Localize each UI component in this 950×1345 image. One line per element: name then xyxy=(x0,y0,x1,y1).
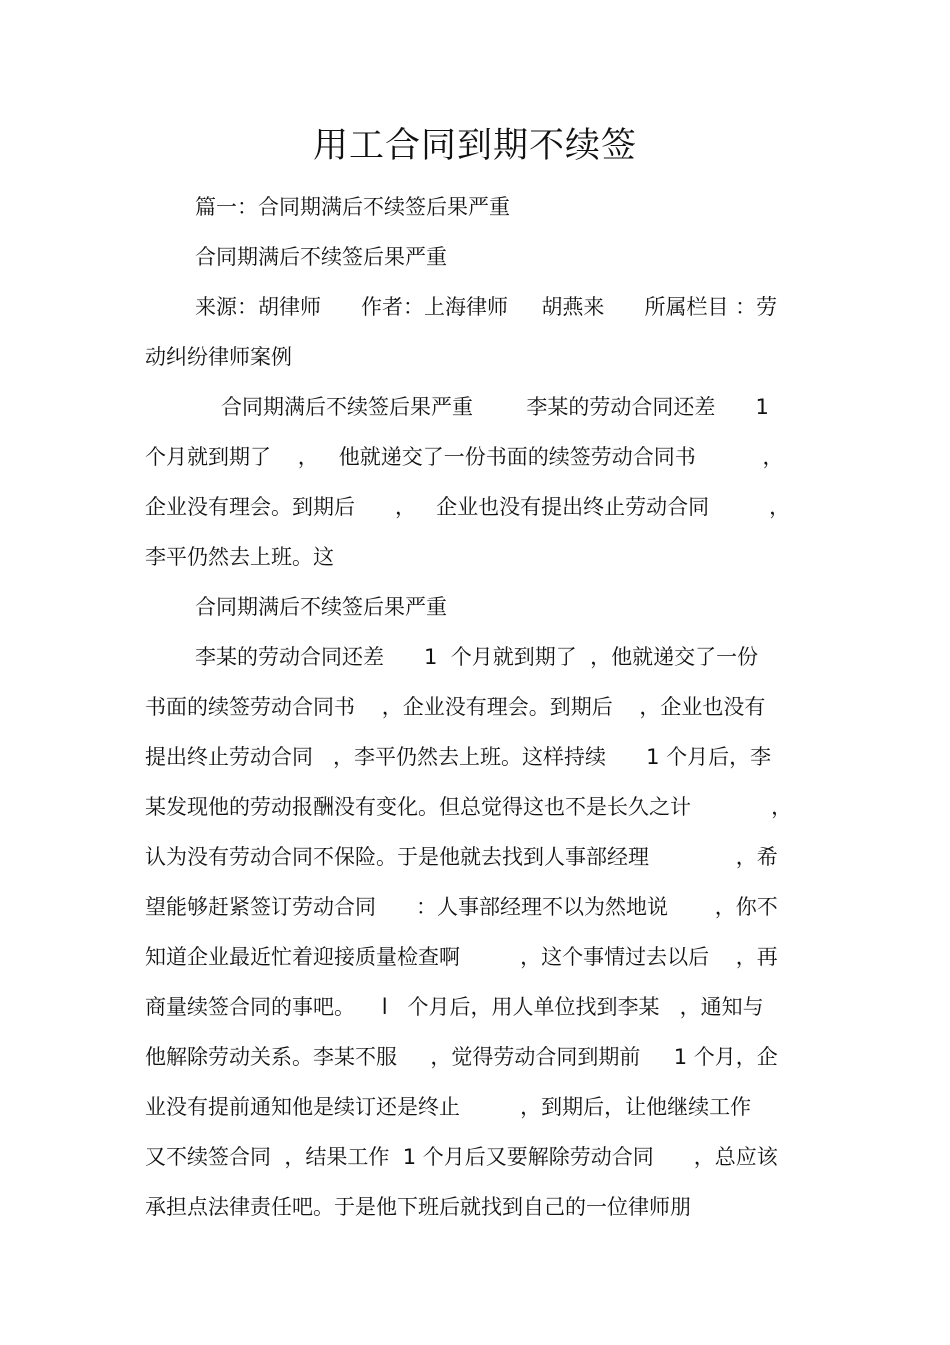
paragraph-line: 商量续签合同的事吧。 l 个月后，用人单位找到李某 ，通知与 xyxy=(145,995,764,1019)
paragraph-line: 又不续签合同 ，结果工作 1 个月后又要解除劳动合同 ，总应该 xyxy=(145,1145,778,1169)
paragraph-line: 书面的续签劳动合同书 ，企业没有理会。到期后 ，企业也没有 xyxy=(145,695,766,719)
paragraph-line: 业没有提前通知他是续订还是终止 ，到期后，让他继续工作 xyxy=(145,1095,752,1119)
paragraph-line: 他解除劳动关系。李某不服 ，觉得劳动合同到期前 1 个月，企 xyxy=(145,1045,778,1069)
section-heading: 篇一：合同期满后不续签后果严重 xyxy=(195,195,510,219)
paragraph-line: 认为没有劳动合同不保险。于是他就去找到人事部经理 ，希 xyxy=(145,845,778,869)
source-line: 来源：胡律师 作者：上海律师 胡燕来 所属栏目 ：劳 xyxy=(195,295,778,319)
paragraph-line: 个月就到期了 ， 他就递交了一份书面的续签劳动合同书 ， xyxy=(145,445,784,469)
paragraph-line: 望能够赶紧签订劳动合同 ：人事部经理不以为然地说 ，你不 xyxy=(145,895,778,919)
source-line-cont: 动纠纷律师案例 xyxy=(145,345,292,369)
paragraph-line: 企业没有理会。到期后 ， 企业也没有提出终止劳动合同 ， xyxy=(145,495,791,519)
document-title: 用工合同到期不续签 xyxy=(312,126,637,166)
article-title: 合同期满后不续签后果严重 xyxy=(195,245,447,269)
paragraph-line: 合同期满后不续签后果严重 李某的劳动合同还差 1 xyxy=(221,395,769,419)
paragraph-line: 李平仍然去上班。这 xyxy=(145,545,334,569)
paragraph-line: 某发现他的劳动报酬没有变化。但总觉得这也不是长久之计 ， xyxy=(145,795,793,819)
subheading: 合同期满后不续签后果严重 xyxy=(195,595,447,619)
paragraph-line: 承担点法律责任吧。于是他下班后就找到自己的一位律师朋 xyxy=(145,1195,691,1219)
paragraph-line: 李某的劳动合同还差 1 个月就到期了 ，他就递交了一份 xyxy=(195,645,759,669)
paragraph-line: 提出终止劳动合同 ，李平仍然去上班。这样持续 1 个月后，李 xyxy=(145,745,772,769)
paragraph-line: 知道企业最近忙着迎接质量检查啊 ，这个事情过去以后 ，再 xyxy=(145,945,778,969)
